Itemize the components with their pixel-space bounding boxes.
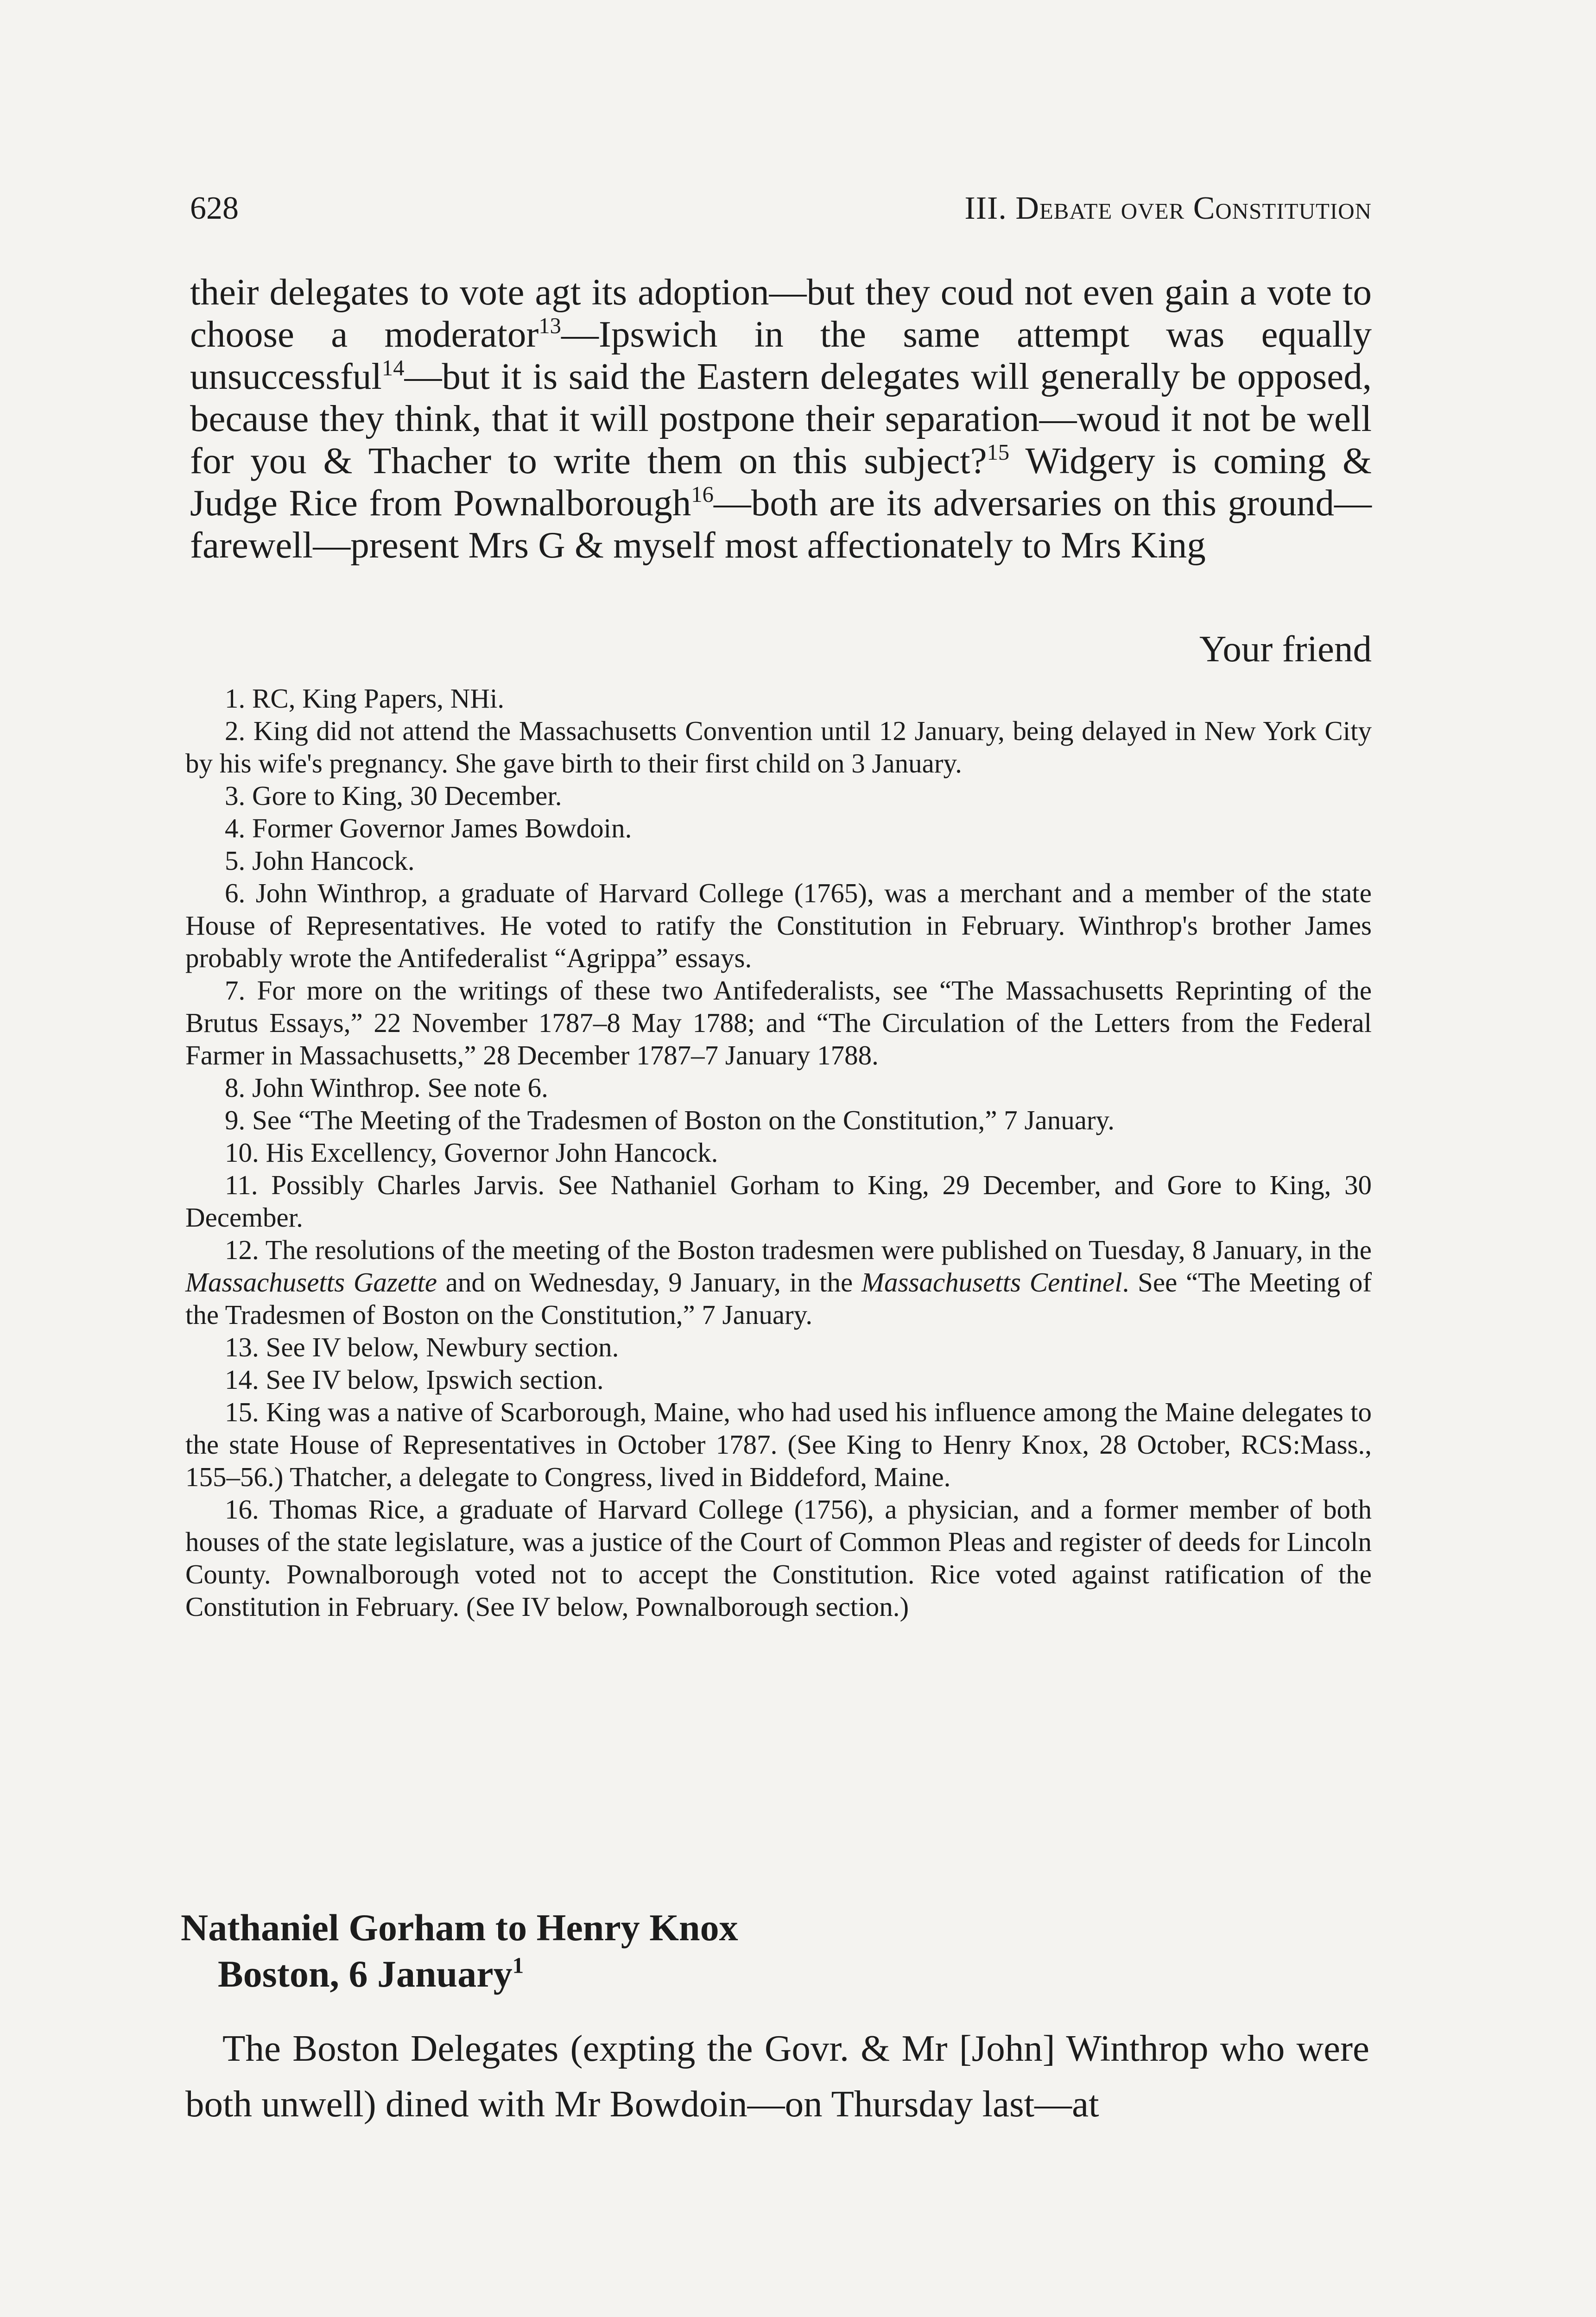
footnotes bbox=[185, 682, 1372, 1623]
letter-closing: Your friend bbox=[1199, 628, 1372, 670]
letter-text-part: —but it is said the Eastern delegates will generally be opposed, because they think, that it will postpone their separation—woud it not be well for you & Thacher to write them on this subject? bbox=[190, 355, 1372, 481]
footnote: 13. See IV below, Newbury section. bbox=[225, 1332, 619, 1362]
note-ref: 1 bbox=[512, 1952, 524, 1978]
footnote: 6. John Winthrop, a graduate of Harvard College (1765), was a merchant and a member of the state House of Representatives. He voted to ratify the Constitution in February. Winthrop's brother James probably wrote the Antifederalist “Agrippa” essays. bbox=[185, 878, 1372, 973]
letter-text bbox=[190, 271, 1372, 566]
document-text: The Boston Delegates (expting the Govr. & Mr [John] Winthrop who were both unwell) dined with Mr Bowdoin—on Thursday last—at bbox=[185, 2027, 1369, 2125]
footnote: 7. For more on the writings of these two Antifederalists, see “The Massachusetts Reprinting of the Brutus Essays,” 22 November 1787–8 May 1788; and “The Circulation of the Letters from the Federal Farmer in Massachusetts,” 28 December 1787–7 January 1788. bbox=[185, 975, 1372, 1070]
footnote: 4. Former Governor James Bowdoin. bbox=[225, 813, 632, 843]
footnote: 16. Thomas Rice, a graduate of Harvard College (1756), a physician, and a former member of both houses of the state legislature, was a justice of the Court of Common Pleas and register of deeds for Lincoln County. Pownalborough voted not to accept the Constitution. Rice voted against ratification of the Constitution in February. (See IV below, Pownalborough section.) bbox=[185, 1494, 1372, 1622]
note-ref: 13 bbox=[538, 313, 561, 338]
footnote: 8. John Winthrop. See note 6. bbox=[225, 1072, 548, 1103]
running-head: III. Debate over Constitution bbox=[964, 190, 1372, 226]
document-title bbox=[181, 1905, 1367, 1997]
footnote: 9. See “The Meeting of the Tradesmen of Boston on the Constitution,” 7 January. bbox=[225, 1105, 1115, 1135]
letter-text-part: —Ipswich in the same attempt was equally unsuccessful bbox=[190, 313, 1372, 397]
letter-text-part: —both are its adversaries on this ground—farewell—present Mrs G & myself most affectionately to Mrs King bbox=[190, 482, 1372, 566]
footnote: 2. King did not attend the Massachusetts Convention until 12 January, being delayed in New York City by his wife's pregnancy. She gave birth to their first child on 3 January. bbox=[185, 715, 1372, 779]
letter-text-part: Widgery is coming & Judge Rice from Pownalborough bbox=[190, 440, 1372, 524]
footnote: 5. John Hancock. bbox=[225, 845, 415, 876]
footnote: 11. Possibly Charles Jarvis. See Nathaniel Gorham to King, 29 December, and Gore to King, 30 December. bbox=[185, 1170, 1372, 1233]
document-title-line1: Nathaniel Gorham to Henry Knox bbox=[181, 1906, 738, 1949]
footnote: 15. King was a native of Scarborough, Maine, who had used his influence among the Maine delegates to the state House of Representatives in October 1787. (See King to Henry Knox, 28 October, RCS:Mass., 155–56.) Thatcher, a delegate to Congress, lived in Biddeford, Maine. bbox=[185, 1397, 1372, 1492]
footnote: 3. Gore to King, 30 December. bbox=[225, 780, 562, 811]
note-ref: 16 bbox=[691, 481, 714, 507]
note-ref: 15 bbox=[987, 439, 1010, 465]
document-title-line2: Boston, 6 January$^1$ bbox=[218, 1952, 524, 1995]
letter-text-part: their delegates to vote agt its adoption—but they coud not even gain a vote to choose a moderator bbox=[190, 271, 1372, 355]
footnote: 14. See IV below, Ipswich section. bbox=[225, 1364, 604, 1395]
page-number: 628 bbox=[190, 190, 239, 226]
footnote: 12. The resolutions of the meeting of the Boston tradesmen were published on Tuesday, 8 January, in the Massachusetts Gazette and on Wednesday, 9 January, in the Massachusetts Centinel. See “The Meeting of the Tradesmen of Boston on the Constitution,” 7 January. bbox=[185, 1234, 1372, 1330]
note-ref: 14 bbox=[381, 355, 405, 380]
footnote: 10. His Excellency, Governor John Hancock. bbox=[225, 1137, 718, 1168]
footnote: 1. RC, King Papers, NHi. bbox=[225, 683, 505, 714]
